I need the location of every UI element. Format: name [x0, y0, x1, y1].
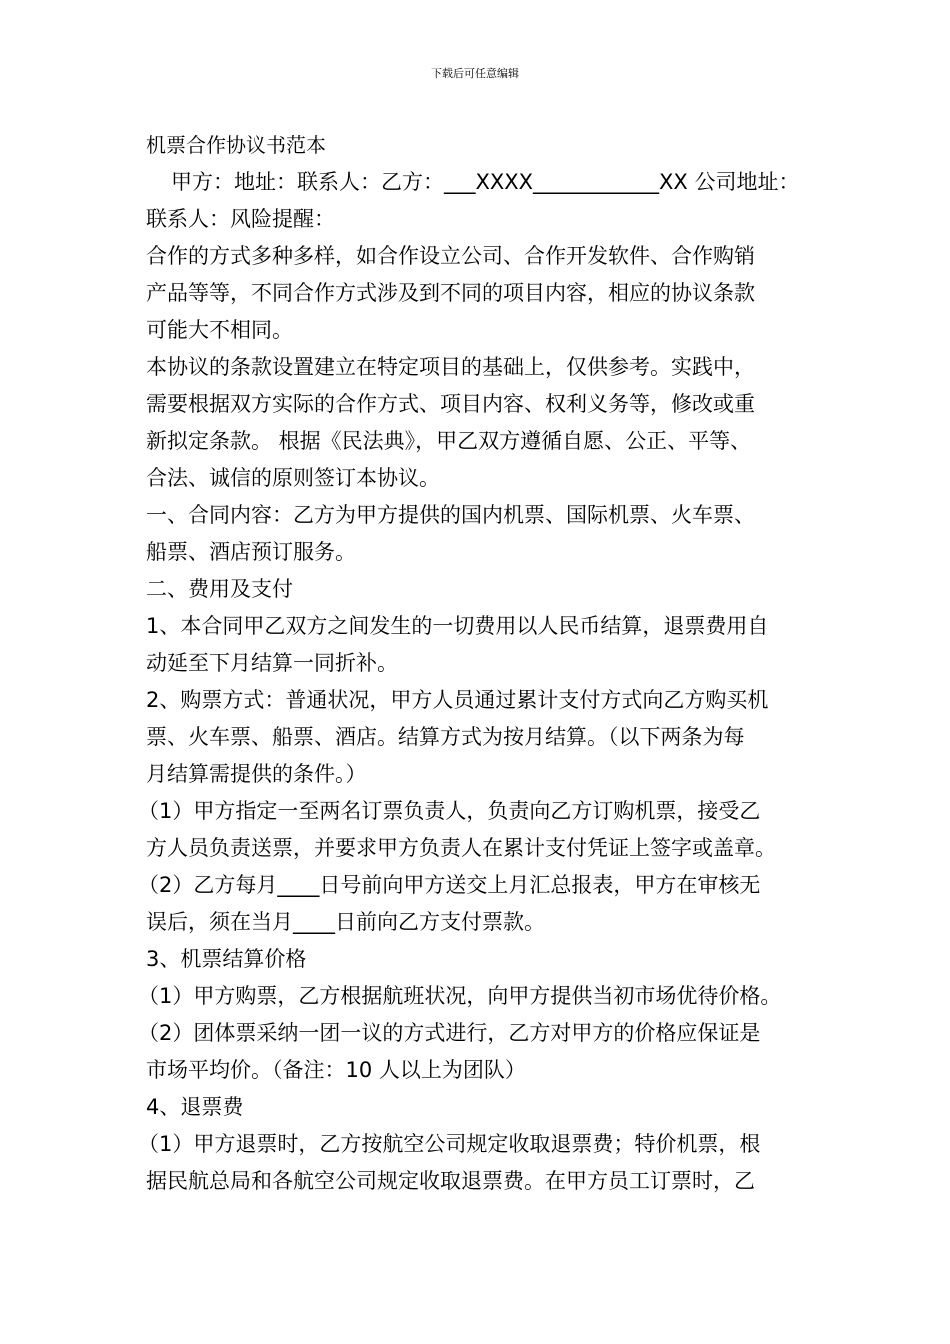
- text-line: 联系人：风险提醒：: [146, 207, 335, 231]
- text-line: 合作的方式多种多样，如合作设立公司、合作开发软件、合作购销: [146, 244, 755, 268]
- party-info-line: 甲方：地址：联系人：乙方：___XXXX____________XX 公司地址：: [171, 170, 800, 194]
- clause-line: 1、本合同甲乙双方之间发生的一切费用以人民币结算，退票费用自: [146, 614, 769, 638]
- sub-clause-line: （2）团体票采纳一团一议的方式进行，乙方对甲方的价格应保证是: [138, 1021, 761, 1045]
- text-line: 月结算需提供的条件。）: [146, 762, 367, 786]
- document-body: [138, 127, 826, 1200]
- text-line: 合法、诚信的原则签订本协议。: [146, 466, 440, 490]
- header-note: 下载后可任意编辑: [431, 67, 519, 80]
- clause-line: 2、购票方式：普通状况，甲方人员通过累计支付方式向乙方购买机: [146, 688, 769, 712]
- section-heading-2: 二、费用及支付: [146, 577, 293, 601]
- text-line: 据民航总局和各航空公司规定收取退票费。在甲方员工订票时，乙: [146, 1169, 755, 1193]
- text-line: 票、火车票、船票、酒店。结算方式为按月结算。（以下两条为每: [146, 725, 745, 749]
- text-line: 船票、酒店预订服务。: [146, 540, 356, 564]
- sub-clause-line: （1）甲方购票，乙方根据航班状况，向甲方提供当初市场优待价格。: [138, 984, 782, 1008]
- clause-line: 4、退票费: [146, 1095, 244, 1119]
- text-line: 动延至下月结算一同折补。: [146, 651, 398, 675]
- text-line: 误后，须在当月____日前向乙方支付票款。: [146, 910, 545, 934]
- text-line: 新拟定条款。 根据《民法典》，甲乙双方遵循自愿、公正、平等、: [146, 429, 752, 453]
- text-line: 方人员负责送票，并要求甲方负责人在累计支付凭证上签字或盖章。: [146, 836, 776, 860]
- text-line: 产品等等，不同合作方式涉及到不同的项目内容，相应的协议条款: [146, 281, 755, 305]
- document-title: 机票合作协议书范本: [146, 133, 326, 157]
- sub-clause-line: （1）甲方指定一至两名订票负责人，负责向乙方订购机票，接受乙: [138, 799, 761, 823]
- sub-clause-line: （2）乙方每月____日号前向甲方送交上月汇总报表，甲方在审核无: [138, 873, 761, 897]
- text-line: 本协议的条款设置建立在特定项目的基础上，仅供参考。实践中，: [146, 355, 755, 379]
- text-line: 需要根据双方实际的合作方式、项目内容、权利义务等，修改或重: [146, 392, 755, 416]
- clause-line: 3、机票结算价格: [146, 947, 307, 971]
- text-line: 市场平均价。（备注：10 人以上为团队）: [146, 1058, 526, 1082]
- sub-clause-line: （1）甲方退票时，乙方按航空公司规定收取退票费；特价机票，根: [138, 1132, 761, 1156]
- text-line: 可能大不相同。: [146, 318, 293, 342]
- section-heading-1: 一、合同内容：乙方为甲方提供的国内机票、国际机票、火车票、: [146, 503, 755, 527]
